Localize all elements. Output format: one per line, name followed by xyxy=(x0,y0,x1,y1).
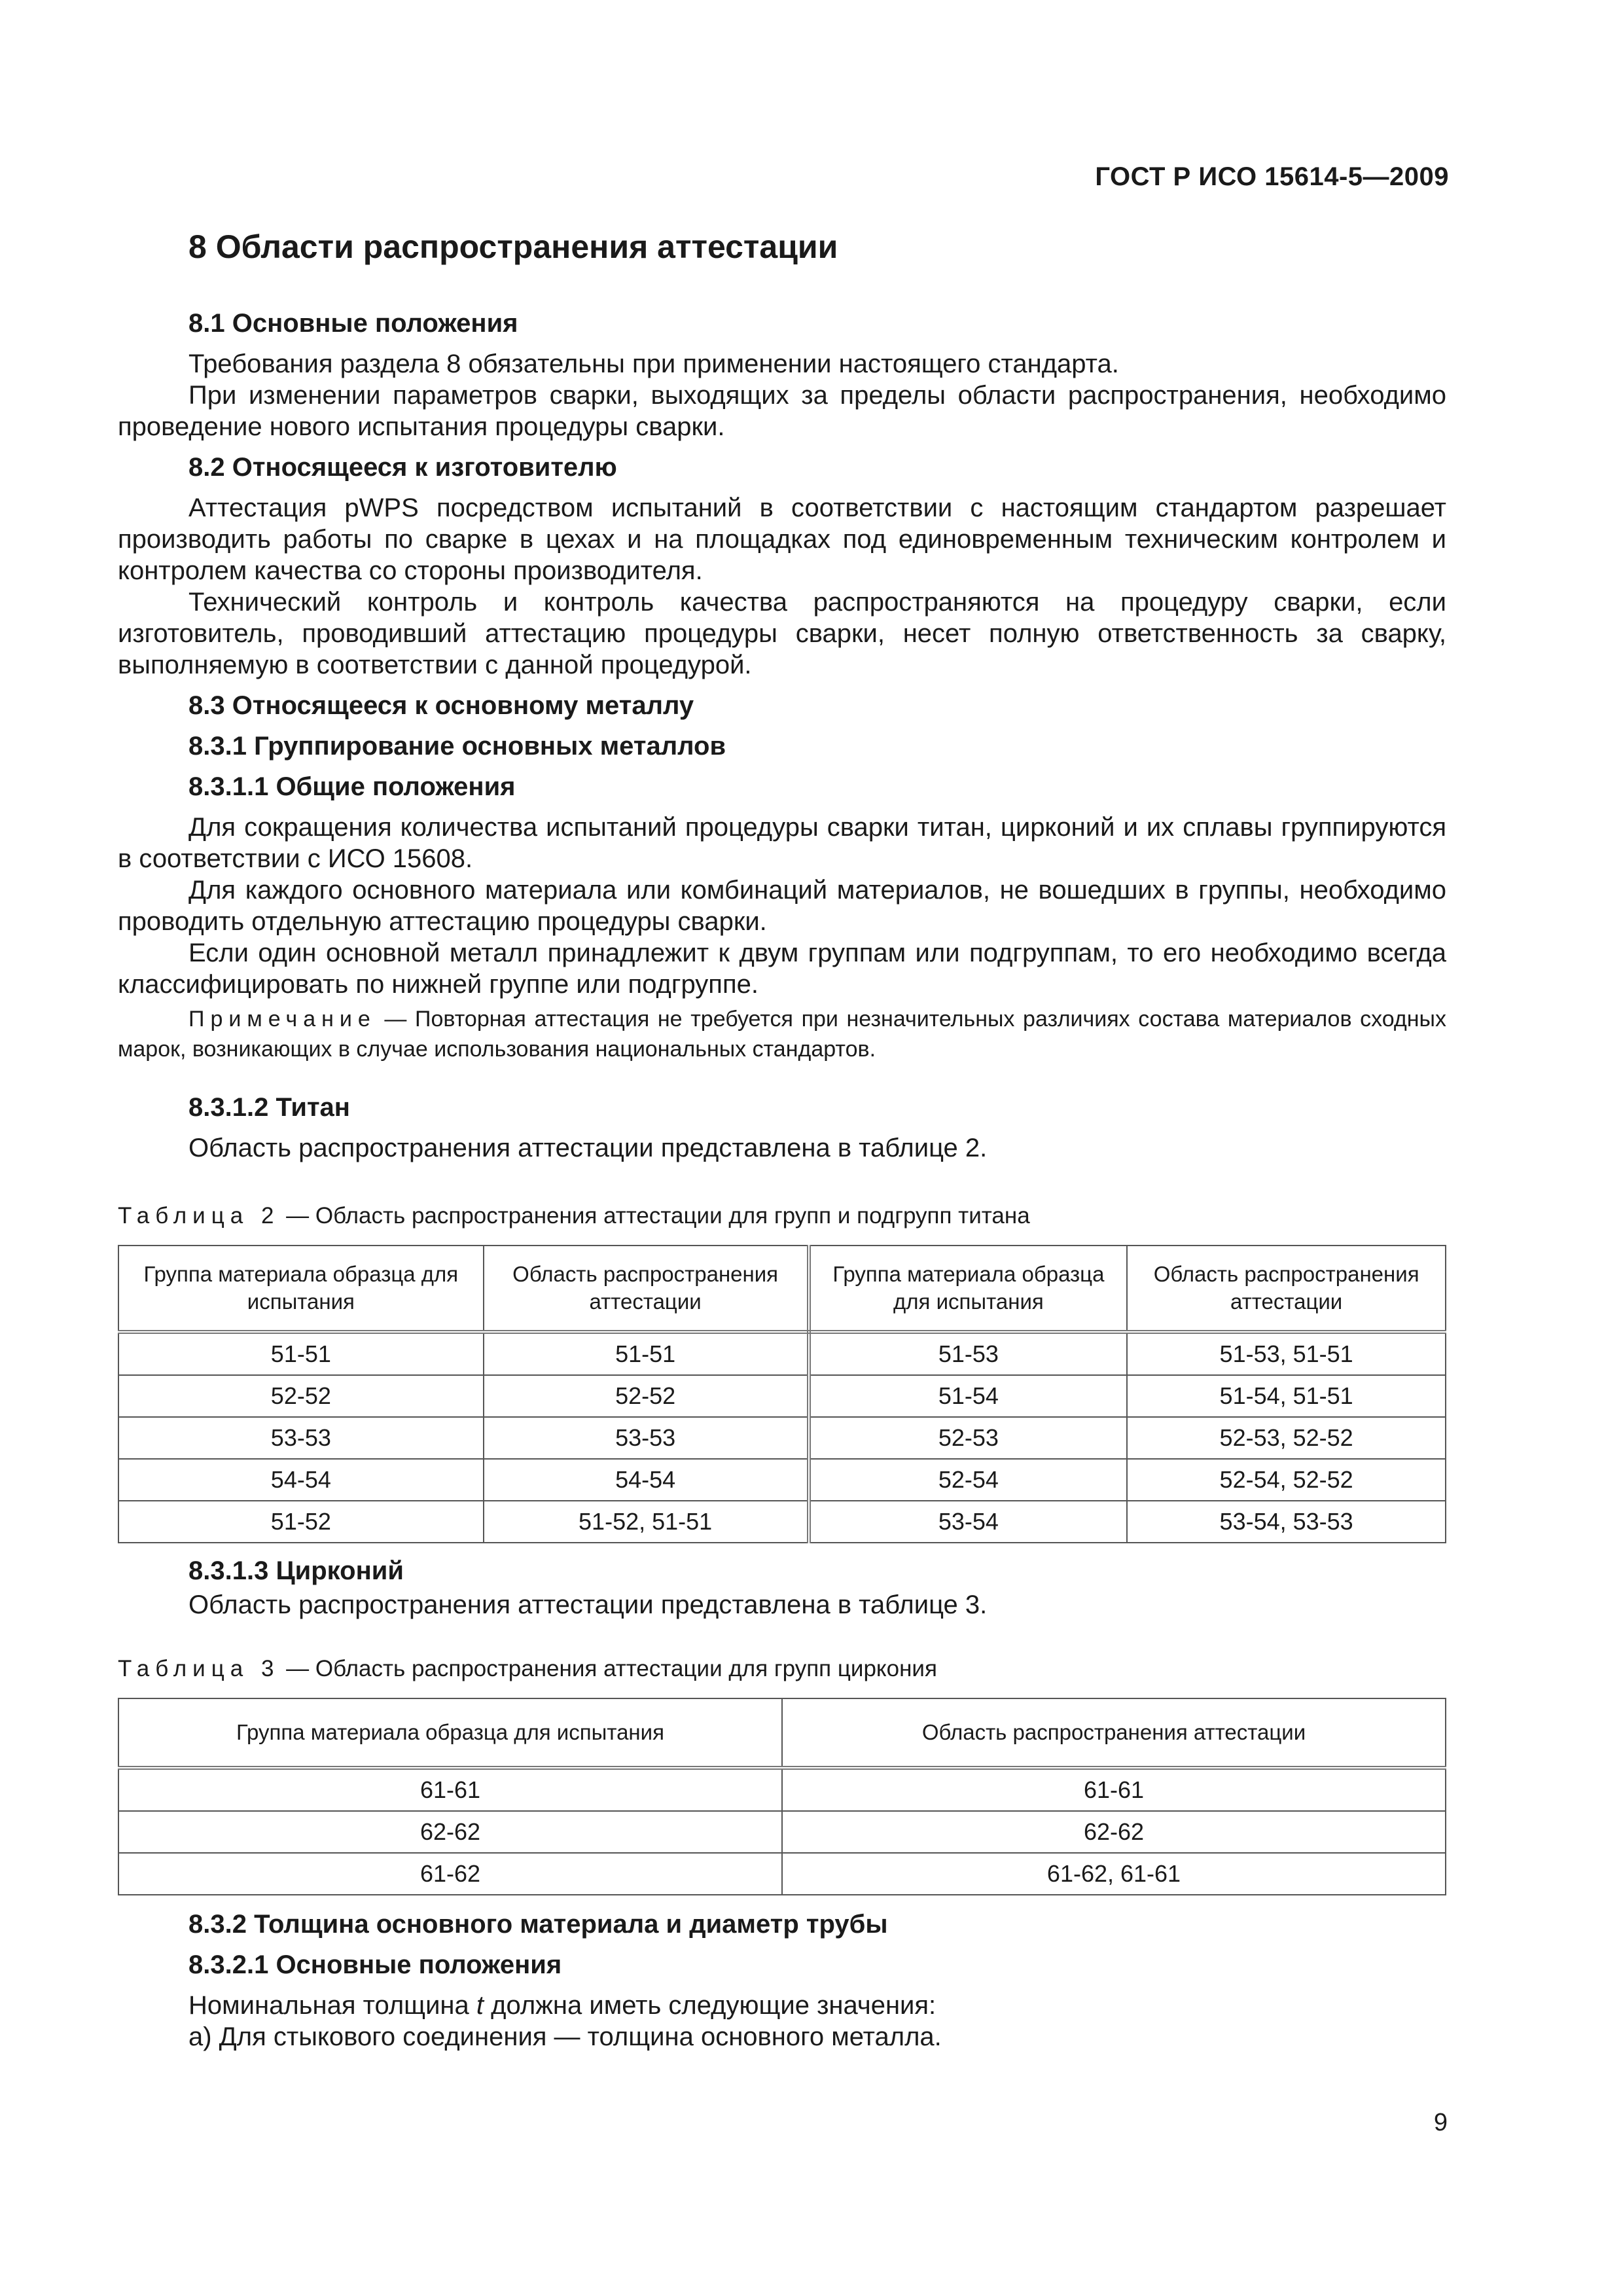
heading-8-3-1-1: 8.3.1.1 Общие положения xyxy=(188,772,516,801)
table-cell: 52-52 xyxy=(118,1375,484,1417)
table-header-cell: Группа материала образца для испытания xyxy=(118,1698,782,1768)
table-3-caption xyxy=(118,1655,1446,1683)
table-cell: 51-53 xyxy=(809,1332,1128,1375)
table-2-caption-text: — Область распространения аттестации для групп и подгрупп титана xyxy=(279,1203,1030,1229)
heading-8-3-1-3: 8.3.1.3 Цирконий xyxy=(188,1556,404,1585)
text-run: должна иметь следующие значения: xyxy=(484,1991,936,2020)
table-cell: 51-54 xyxy=(809,1375,1128,1417)
table-cell: 52-54 xyxy=(809,1459,1128,1501)
table-row xyxy=(118,1501,1446,1543)
heading-8-3-2-1: 8.3.2.1 Основные положения xyxy=(188,1950,562,1979)
paragraph xyxy=(118,1990,1446,2021)
table-header-cell: Область распространения аттестации xyxy=(782,1698,1446,1768)
table-cell: 52-53 xyxy=(809,1417,1128,1459)
heading-8-3-2: 8.3.2 Толщина основного материала и диаметр трубы xyxy=(188,1910,888,1939)
table-cell: 62-62 xyxy=(118,1811,782,1853)
note xyxy=(118,1004,1446,1064)
heading-8-3-1-2: 8.3.1.2 Титан xyxy=(188,1093,350,1122)
table-2-caption-label: Таблица 2 xyxy=(118,1203,280,1229)
table-cell: 54-54 xyxy=(484,1459,809,1501)
table-cell: 52-52 xyxy=(484,1375,809,1417)
paragraph: Для сокращения количества испытаний процедуры сварки титан, цирконий и их сплавы группируются в соответствии с ИСО 15608. xyxy=(118,813,1446,873)
table-row xyxy=(118,1811,1446,1853)
table-row xyxy=(118,1768,1446,1811)
note-label: Примечание xyxy=(188,1007,376,1031)
table-row xyxy=(118,1332,1446,1375)
table-header-cell: Группа материала образца для испытания xyxy=(118,1246,484,1332)
table-header-cell: Область распространения аттестации xyxy=(484,1246,809,1332)
table-row xyxy=(118,1459,1446,1501)
heading-8-2: 8.2 Относящееся к изготовителю xyxy=(188,453,617,482)
table-2 xyxy=(118,1245,1446,1543)
table-cell: 54-54 xyxy=(118,1459,484,1501)
table-cell: 51-52, 51-51 xyxy=(484,1501,809,1543)
table-cell: 61-62, 61-61 xyxy=(782,1853,1446,1895)
heading-8-3-1: 8.3.1 Группирование основных металлов xyxy=(188,732,726,761)
paragraph: Технический контроль и контроль качества распространяются на процедуру сварки, если изготовитель, проводивший аттестацию процедуры сварки, несет полную ответственность за сварку, выполняемую в соответствии с данной процедурой. xyxy=(118,588,1446,679)
table-cell: 61-61 xyxy=(118,1768,782,1811)
table-3-caption-label: Таблица 3 xyxy=(118,1656,280,1681)
table-header-cell: Область распространения аттестации xyxy=(1127,1246,1446,1332)
table-cell: 51-51 xyxy=(484,1332,809,1375)
heading-8-3: 8.3 Относящееся к основному металлу xyxy=(188,691,694,720)
table-cell: 62-62 xyxy=(782,1811,1446,1853)
table-cell: 53-53 xyxy=(484,1417,809,1459)
paragraph: Если один основной металл принадлежит к двум группам или подгруппам, то его необходимо всегда классифицировать по нижней группе или подгруппе. xyxy=(118,939,1446,999)
paragraph: Требования раздела 8 обязательны при применении настоящего стандарта. xyxy=(188,350,1119,378)
document-code: ГОСТ Р ИСО 15614-5—2009 xyxy=(1095,162,1449,191)
section-8-title: 8 Области распространения аттестации xyxy=(188,228,838,265)
text-run: Номинальная толщина xyxy=(188,1991,476,2020)
variable-t: t xyxy=(476,1991,484,2020)
table-3 xyxy=(118,1698,1446,1895)
table-row xyxy=(118,1375,1446,1417)
table-cell: 53-54, 53-53 xyxy=(1127,1501,1446,1543)
table-cell: 53-53 xyxy=(118,1417,484,1459)
page-content xyxy=(118,228,1446,2053)
table-cell: 61-62 xyxy=(118,1853,782,1895)
paragraph: При изменении параметров сварки, выходящих за пределы области распространения, необходимо проведение нового испытания процедуры сварки. xyxy=(118,381,1446,441)
table-header-cell: Группа материала образца для испытания xyxy=(809,1246,1128,1332)
table-cell: 52-53, 52-52 xyxy=(1127,1417,1446,1459)
paragraph: Для каждого основного материала или комбинаций материалов, не вошедших в группы, необходимо проводить отдельную аттестацию процедуры сварки. xyxy=(118,876,1446,936)
paragraph: Область распространения аттестации представлена в таблице 3. xyxy=(188,1590,988,1619)
paragraph: Аттестация pWPS посредством испытаний в соответствии с настоящим стандартом разрешает производить работы по сварке в цехах и на площадках под единовременным техническим контролем и контролем качества со стороны производителя. xyxy=(118,493,1446,585)
table-cell: 51-53, 51-51 xyxy=(1127,1332,1446,1375)
table-row xyxy=(118,1417,1446,1459)
table-cell: 52-54, 52-52 xyxy=(1127,1459,1446,1501)
table-2-caption xyxy=(118,1202,1446,1230)
table-cell: 51-51 xyxy=(118,1332,484,1375)
note-text: — Повторная аттестация не требуется при незначительных различиях состава материалов сходных марок, возникающих в случае использования национальных стандартов. xyxy=(118,1007,1446,1062)
paragraph: Область распространения аттестации представлена в таблице 2. xyxy=(188,1134,988,1162)
table-cell: 51-54, 51-51 xyxy=(1127,1375,1446,1417)
list-item-a: а) Для стыкового соединения — толщина основного металла. xyxy=(188,2022,942,2051)
table-cell: 51-52 xyxy=(118,1501,484,1543)
table-cell: 53-54 xyxy=(809,1501,1128,1543)
heading-8-1: 8.1 Основные положения xyxy=(188,309,518,338)
table-cell: 61-61 xyxy=(782,1768,1446,1811)
table-3-caption-text: — Область распространения аттестации для групп циркония xyxy=(279,1656,937,1681)
page-number: 9 xyxy=(1433,2109,1448,2136)
table-row xyxy=(118,1853,1446,1895)
